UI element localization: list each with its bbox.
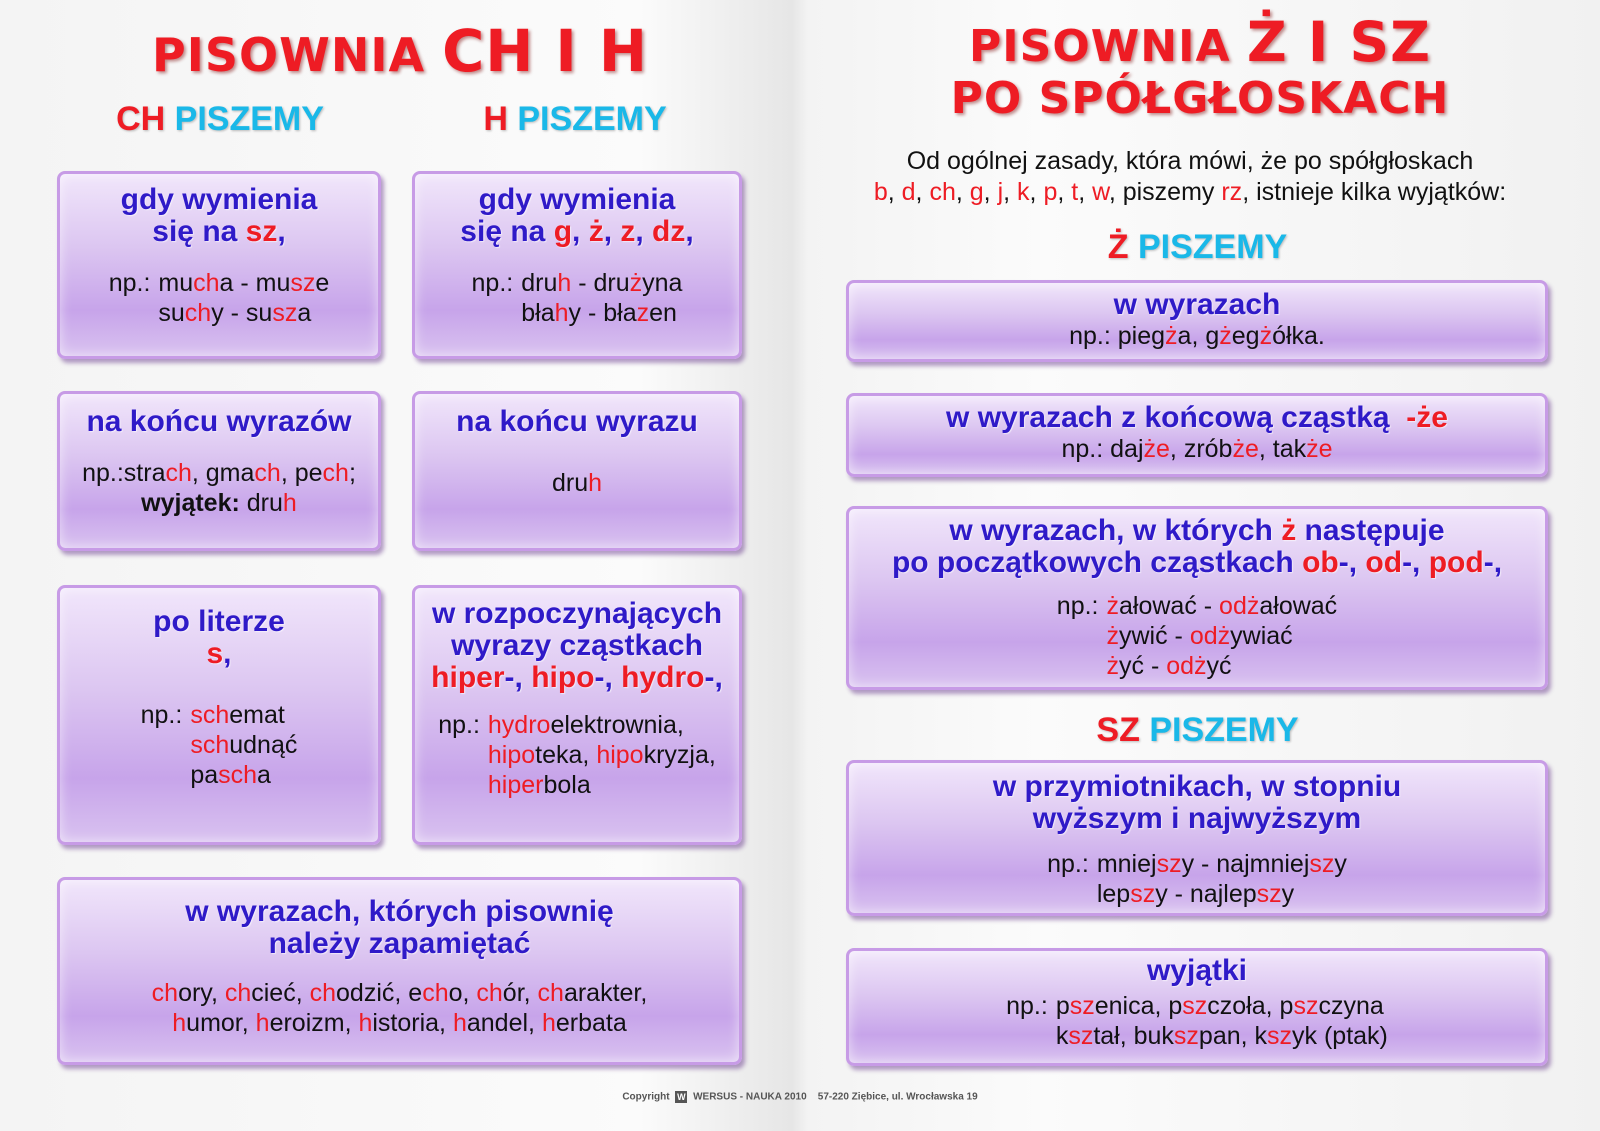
rule-heading: w rozpoczynających wyrazy cząstkach hiper-, hipo-, hydro-, [431,597,723,694]
rule-heading: gdy wymienia się na g, ż, z, dz, [460,183,694,248]
rule-box-ch-po-s [57,585,381,845]
example-word: druh [551,469,603,497]
rule-heading: po literze s, [153,605,285,670]
rule-box-wyjatki [846,948,1548,1066]
copyright-footer: Copyright W WERSUS - NAUKA 2010 57-220 Ziębice, ul. Wrocławska 19 [622,1091,978,1103]
rule-heading: w wyrazach z końcową cząstką -że [946,401,1448,434]
rule-box-zapamietac [57,877,742,1065]
rule-heading: w wyrazach, których pisownię należy zapamiętać [185,895,614,960]
rule-heading: w przymiotnikach, w stopniu wyższym i najwyższym [992,770,1402,835]
rule-heading: gdy wymienia się na sz, [120,183,318,248]
example-line: np.:strach, gmach, pech; [82,459,356,487]
example-block: np.: mniejszy - najmniejszy lepszy - najlepszy [1047,850,1347,908]
sz-piszemy-header: SZ PISZEMY [1096,711,1299,749]
example-block: np.: pszenica, pszczoła, pszczyna kształ, bukszpan, kszyk (ptak) [1006,992,1388,1050]
example-line-1: chory, chcieć, chodzić, echo, chór, charakter, [151,979,648,1007]
publisher-logo-icon: W [677,1092,686,1102]
exception-line: wyjątek: druh [141,489,297,517]
rule-box-ch-koniec [57,391,381,551]
rule-heading: na końcu wyrazu [456,405,698,438]
rule-heading: w wyrazach [1113,288,1281,321]
rule-box-przymiotniki [846,760,1548,916]
rule-box-h-czastki [412,585,742,845]
example-block: np.: druh - drużyna błahy - błazen [471,269,683,327]
example-block: np.: hydroelektrownia, hipoteka, hipokryzja, hiperbola [438,711,716,799]
rule-heading: na końcu wyrazów [86,405,352,438]
example-line-2: humor, heroizm, historia, handel, herbata [172,1009,627,1037]
rule-box-poczatkowe [846,506,1548,690]
rule-box-koncowa [846,393,1548,477]
z-piszemy-header: Ż PISZEMY [1107,228,1288,266]
right-title: PISOWNIA Ż I SZ PO SPÓŁGŁOSKACH [950,10,1450,124]
example-block: np.: żałować - odżałować żywić - odżywiać żyć - odżyć [1056,592,1338,680]
example-line: np.: piegża, gżegżółka. [1069,322,1325,350]
rule-box-ch-wymiana [57,171,381,359]
rule-box-h-wymiana [412,171,742,359]
rule-heading: w wyrazach, w których ż następuje po początkowych cząstkach ob-, od-, pod-, [891,514,1503,579]
left-title: PISOWNIA CH I H [152,18,648,85]
rule-heading: wyjątki [1146,954,1248,987]
intro-text: Od ogólnej zasady, która mówi, że po spółgłoskach b, d, ch, g, j, k, p, t, w, piszemy rz, istnieje kilka wyjątków: [873,147,1507,206]
h-piszemy-header: H PISZEMY [483,100,667,138]
ch-piszemy-header: CH PISZEMY [116,100,324,138]
rule-box-h-koniec [412,391,742,551]
rule-box-w-wyrazach [846,280,1548,362]
example-line: np.: dajże, zróbże, także [1061,435,1333,463]
example-block: np.: mucha - musze suchy - susza [108,269,330,327]
example-block: np.: schemat schudnąć pascha [140,701,298,789]
